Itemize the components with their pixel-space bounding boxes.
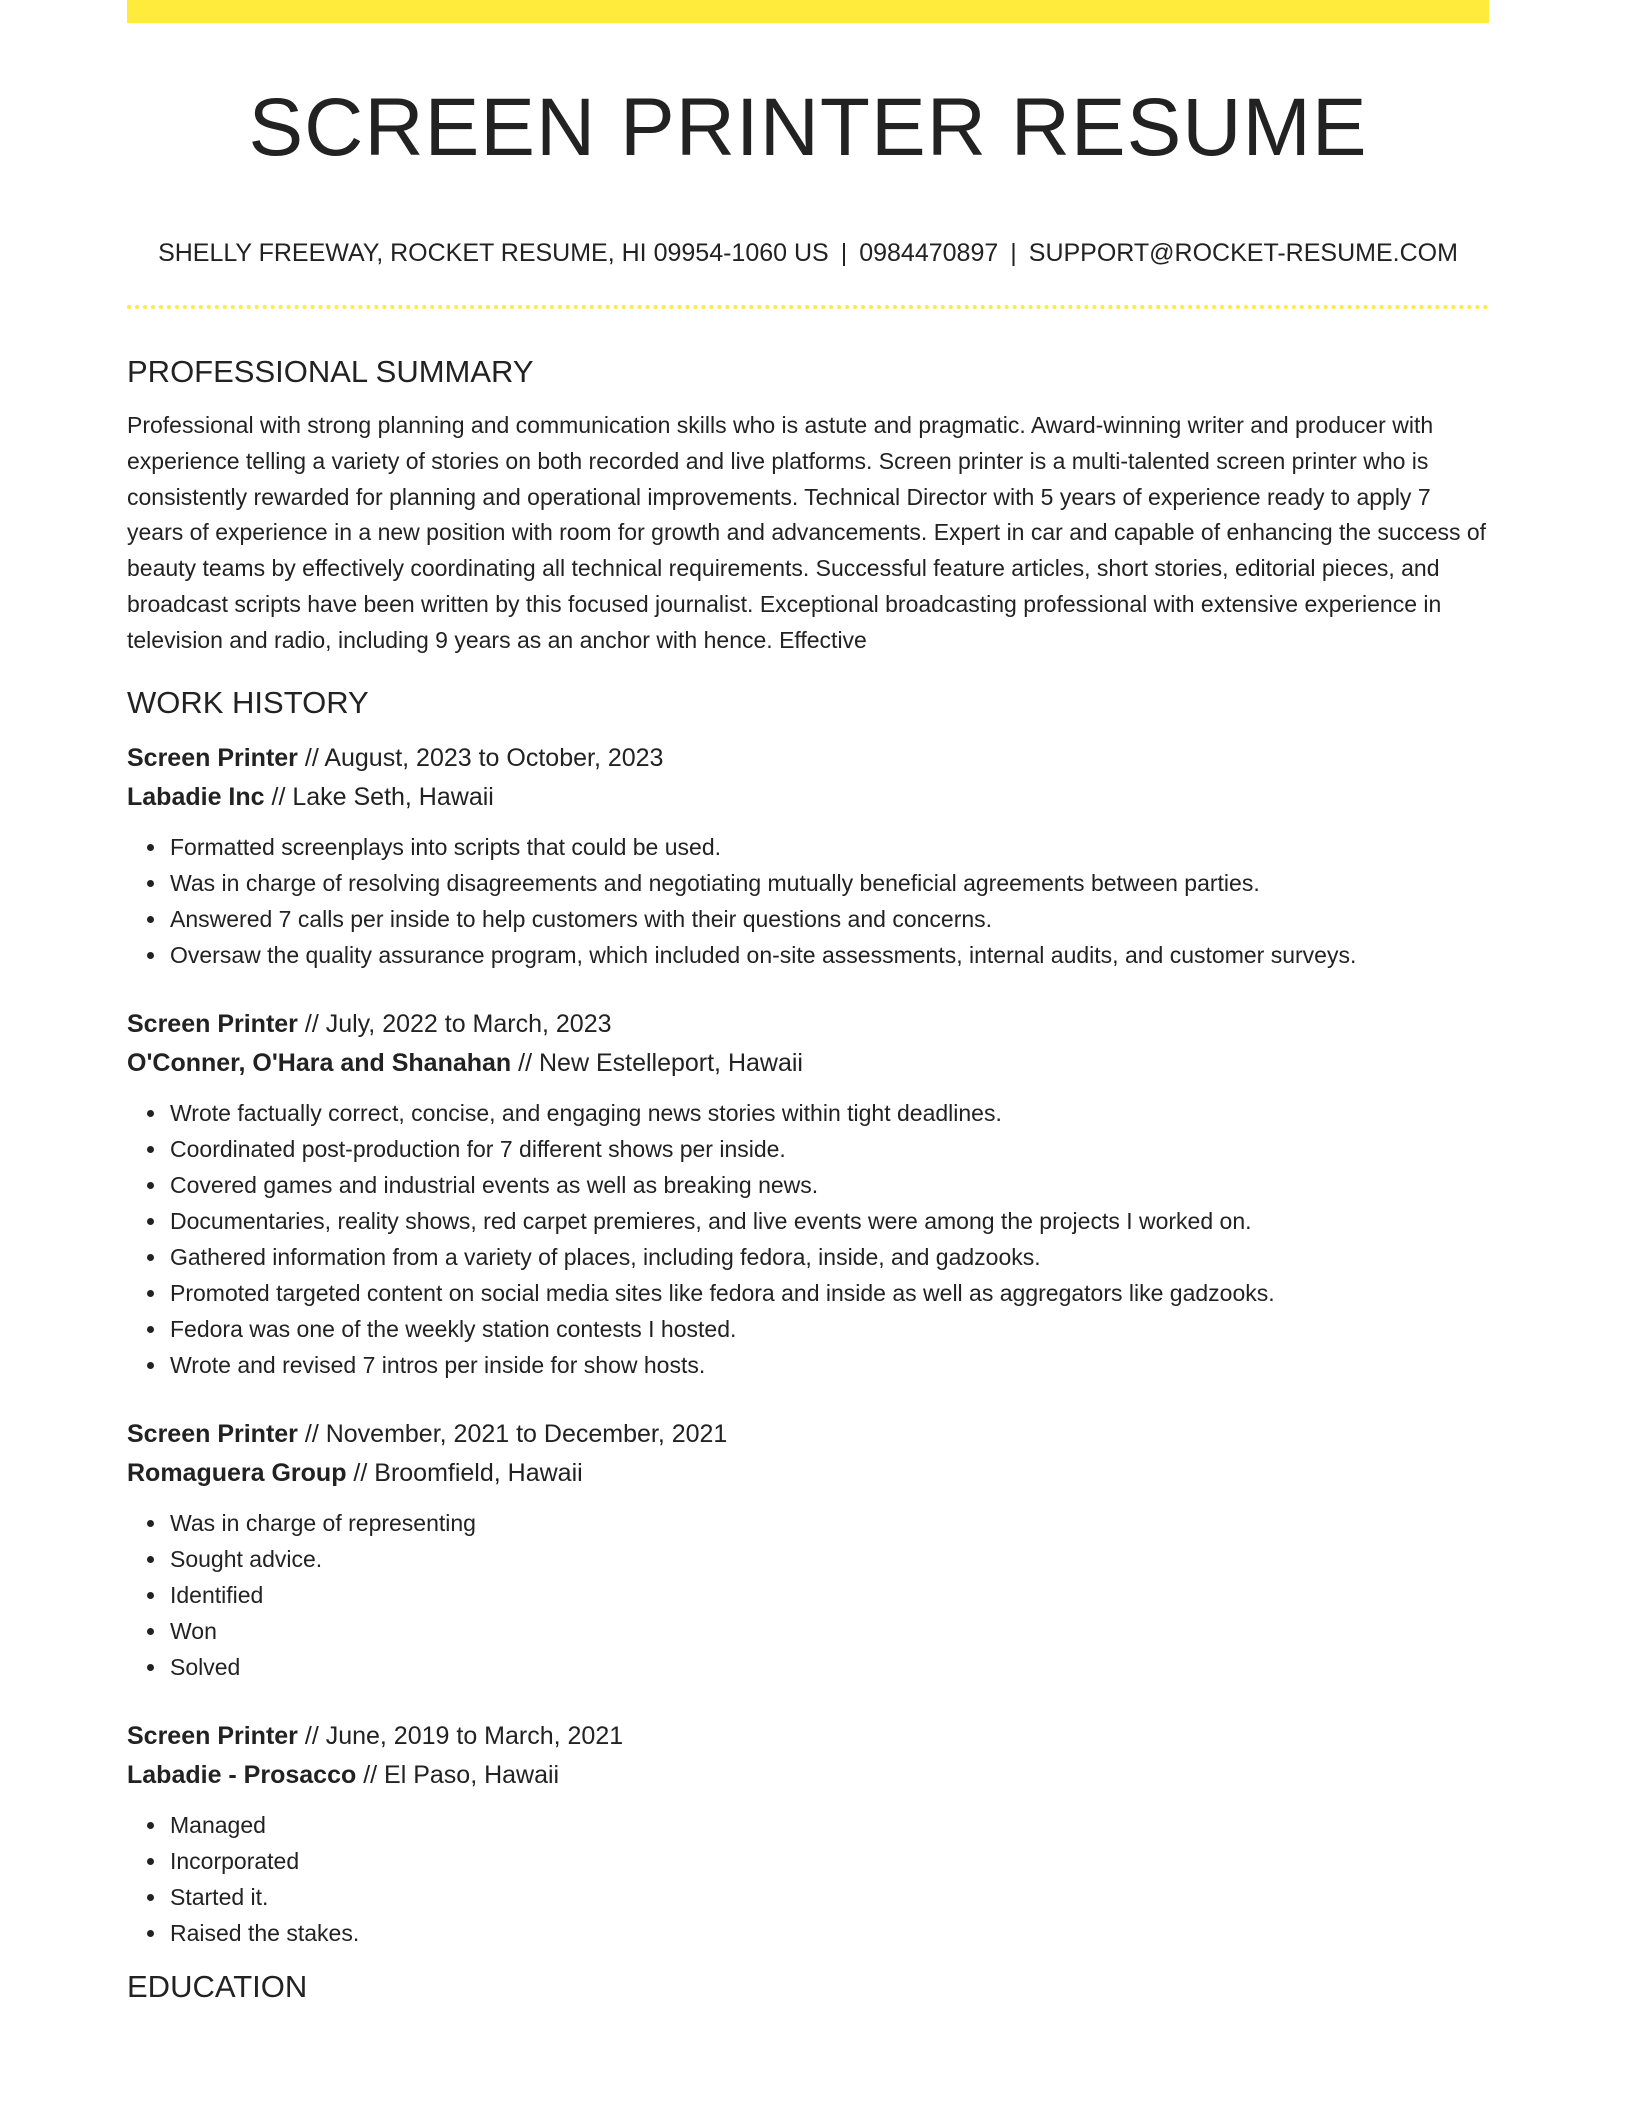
- job-company-line: [127, 778, 1489, 817]
- job-duty-item: Promoted targeted content on social media sites like fedora and inside as well as aggregators like gadzooks.: [170, 1275, 1489, 1311]
- job-title-line: [127, 1005, 1489, 1044]
- job-dates: // August, 2023 to October, 2023: [297, 743, 664, 772]
- job-entry: [127, 1005, 1489, 1383]
- job-duty-item: Answered 7 calls per inside to help customers with their questions and concerns.: [170, 901, 1489, 937]
- job-company-line: [127, 1044, 1489, 1083]
- job-entry: [127, 1415, 1489, 1685]
- job-duty-item: Fedora was one of the weekly station contests I hosted.: [170, 1311, 1489, 1347]
- job-company: O'Conner, O'Hara and Shanahan: [127, 1048, 512, 1077]
- job-entry: [127, 1717, 1489, 1951]
- contact-phone: 0984470897: [859, 239, 999, 267]
- accent-bar: [127, 0, 1489, 23]
- job-duty-item: Coordinated post-production for 7 different shows per inside.: [170, 1131, 1489, 1167]
- resume-title: SCREEN PRINTER RESUME: [248, 82, 1368, 173]
- job-title: Screen Printer: [127, 743, 298, 772]
- job-dates: // June, 2019 to March, 2021: [297, 1721, 624, 1750]
- contact-separator: |: [840, 239, 848, 267]
- job-title: Screen Printer: [127, 1419, 298, 1448]
- contact-address: SHELLY FREEWAY, ROCKET RESUME, HI 09954-1060 US: [158, 239, 829, 267]
- job-dates: // July, 2022 to March, 2023: [297, 1009, 612, 1038]
- summary-heading: PROFESSIONAL SUMMARY: [127, 354, 534, 389]
- job-duty-item: Formatted screenplays into scripts that could be used.: [170, 829, 1489, 865]
- job-duty-item: Was in charge of representing: [170, 1505, 1489, 1541]
- job-duty-item: Sought advice.: [170, 1541, 1489, 1577]
- job-duties-list: [127, 1807, 1489, 1951]
- job-location: // El Paso, Hawaii: [356, 1760, 560, 1789]
- job-title: Screen Printer: [127, 1721, 298, 1750]
- job-title-line: [127, 1415, 1489, 1454]
- job-company: Romaguera Group: [127, 1458, 347, 1487]
- job-duties-list: [127, 1505, 1489, 1685]
- work-history-list: [127, 739, 1489, 1951]
- job-duty-item: Started it.: [170, 1879, 1489, 1915]
- education-heading: EDUCATION: [127, 1968, 308, 2004]
- job-duty-item: Raised the stakes.: [170, 1915, 1489, 1951]
- summary-text: Professional with strong planning and communication skills who is astute and pragmatic. Award-winning writer and producer with experience telling a variety of stories on both recorded and live platforms. Screen printer is a multi-talented screen printer who is consistently rewarded for planning and operational improvements. Technical Director with 5 years of experience ready to apply 7 years of experience in a new position with room for growth and advancements. Expert in car and capable of enhancing the success of beauty teams by effectively coordinating all technical requirements. Successful feature articles, short stories, editorial pieces, and broadcast scripts have been written by this focused journalist. Exceptional broadcasting professional with extensive experience in television and radio, including 9 years as an anchor with hence. Effective: [127, 412, 1487, 653]
- job-company-line: [127, 1756, 1489, 1795]
- job-duty-item: Incorporated: [170, 1843, 1489, 1879]
- job-duty-item: Covered games and industrial events as well as breaking news.: [170, 1167, 1489, 1203]
- job-location: // Lake Seth, Hawaii: [264, 782, 494, 811]
- dotted-divider: [127, 305, 1489, 309]
- contact-separator: |: [1010, 239, 1017, 267]
- work-history-heading: WORK HISTORY: [127, 684, 369, 720]
- job-duty-item: Was in charge of resolving disagreements and negotiating mutually beneficial agreements between parties.: [170, 865, 1489, 901]
- job-duty-item: Oversaw the quality assurance program, which included on-site assessments, internal audits, and customer surveys.: [170, 937, 1489, 973]
- job-duty-item: Wrote factually correct, concise, and engaging news stories within tight deadlines.: [170, 1095, 1489, 1131]
- job-title: Screen Printer: [127, 1009, 298, 1038]
- job-company: Labadie - Prosacco: [127, 1760, 357, 1789]
- job-duties-list: [127, 829, 1489, 973]
- job-duty-item: Managed: [170, 1807, 1489, 1843]
- job-duty-item: Solved: [170, 1649, 1489, 1685]
- job-duty-item: Wrote and revised 7 intros per inside for show hosts.: [170, 1347, 1489, 1383]
- job-dates: // November, 2021 to December, 2021: [297, 1419, 728, 1448]
- job-duties-list: [127, 1095, 1489, 1383]
- job-location: // New Estelleport, Hawaii: [511, 1048, 803, 1077]
- job-title-line: [127, 739, 1489, 778]
- job-duty-item: Gathered information from a variety of places, including fedora, inside, and gadzooks.: [170, 1239, 1489, 1275]
- job-entry: [127, 739, 1489, 973]
- job-duty-item: Identified: [170, 1577, 1489, 1613]
- resume-content: [127, 350, 1489, 2009]
- job-location: // Broomfield, Hawaii: [346, 1458, 583, 1487]
- job-company-line: [127, 1454, 1489, 1493]
- job-title-line: [127, 1717, 1489, 1756]
- job-duty-item: Documentaries, reality shows, red carpet premieres, and live events were among the projects I worked on.: [170, 1203, 1489, 1239]
- contact-line: [127, 236, 1489, 270]
- contact-email: SUPPORT@ROCKET-RESUME.COM: [1028, 239, 1458, 267]
- job-company: Labadie Inc: [127, 782, 265, 811]
- job-duty-item: Won: [170, 1613, 1489, 1649]
